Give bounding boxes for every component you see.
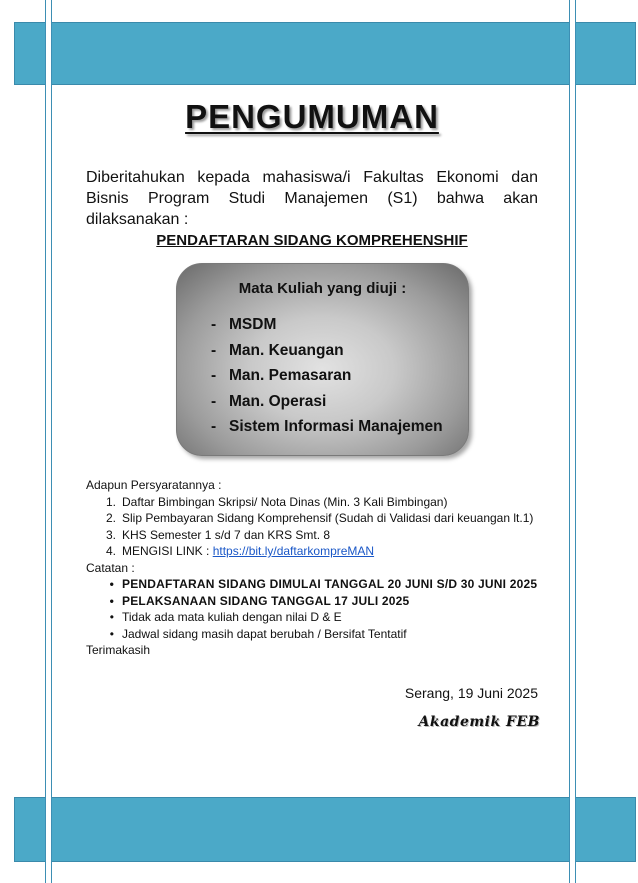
courses-box	[176, 263, 469, 456]
bullet-marker: •	[109, 610, 114, 624]
course-label: Man. Keuangan	[229, 341, 344, 359]
requirements-heading: Adapun Persyaratannya :	[86, 478, 222, 492]
courses-list	[211, 312, 443, 440]
note-text: PENDAFTARAN SIDANG DIMULAI TANGGAL 20 JUNI S/D 30 JUNI 2025	[122, 577, 538, 591]
bullet-marker: •	[109, 593, 114, 608]
intro-paragraph	[86, 167, 538, 209]
requirement-text: MENGISI LINK :	[122, 544, 213, 558]
course-label: Man. Pemasaran	[229, 367, 352, 384]
requirement-text: Daftar Bimbingan Skripsi/ Nota Dinas (Min. 3 Kali Bimbingan)	[122, 494, 448, 509]
course-item	[211, 338, 443, 364]
course-item	[211, 389, 443, 415]
dash-marker: -	[211, 392, 217, 410]
course-item	[211, 312, 443, 338]
requirement-text: Slip Pembayaran Sidang Komprehensif (Sudah di Validasi dari keuangan lt.1)	[122, 511, 534, 525]
intro-line: Bisnis Program Studi Manajemen (S1) bahwa akan	[86, 190, 538, 207]
note-text: Tidak ada mata kuliah dengan nilai D & E	[122, 610, 342, 624]
requirements-section	[86, 477, 546, 659]
requirement-text: KHS Semester 1 s/d 7 dan KRS Smt. 8	[122, 527, 331, 542]
item-number: 2.	[105, 511, 116, 525]
header-band	[14, 22, 636, 85]
requirement-item	[86, 494, 546, 511]
item-number: 1.	[105, 494, 116, 509]
dash-marker: -	[211, 418, 217, 435]
closing-text: Terimakasih	[86, 643, 151, 657]
course-label: Sistem Informasi Manajemen	[229, 418, 443, 435]
announcement-subtitle: PENDAFTARAN SIDANG KOMPREHENSHIF	[156, 232, 468, 249]
registration-link[interactable]: https://bit.ly/daftarkompreMAN	[212, 544, 375, 558]
bullet-marker: •	[109, 626, 114, 641]
note-text: PELAKSANAAN SIDANG TANGGAL 17 JULI 2025	[122, 593, 410, 608]
requirement-item	[86, 543, 546, 560]
course-item	[211, 363, 443, 389]
note-item	[86, 626, 546, 643]
course-label: Man. Operasi	[229, 392, 327, 410]
course-label: MSDM	[229, 316, 277, 333]
note-item	[86, 576, 546, 593]
footer-band	[14, 797, 636, 862]
dash-marker: -	[211, 341, 217, 359]
courses-heading: Mata Kuliah yang diuji :	[238, 280, 407, 297]
item-number: 4.	[105, 544, 116, 558]
left-border-line	[45, 0, 52, 883]
intro-line: Diberitahukan kepada mahasiswa/i Fakultas Ekonomi dan	[86, 169, 538, 186]
notes-heading: Catatan :	[86, 560, 135, 575]
bullet-marker: •	[109, 577, 114, 591]
dash-marker: -	[211, 316, 217, 333]
date-location: Serang, 19 Juni 2025	[404, 685, 538, 701]
right-border-line	[569, 0, 576, 883]
intro-last-line: dilaksanakan :	[86, 211, 189, 228]
dash-marker: -	[211, 367, 217, 384]
note-text: Jadwal sidang masih dapat berubah / Bersifat Tentatif	[122, 626, 407, 641]
requirement-item	[86, 527, 546, 544]
note-item	[86, 593, 546, 610]
page-title: PENGUMUMAN	[185, 98, 439, 135]
requirement-item	[86, 510, 546, 527]
signature: Akademik FEB	[418, 714, 540, 730]
item-number: 3.	[105, 527, 116, 542]
course-item	[211, 414, 443, 440]
note-item	[86, 609, 546, 626]
